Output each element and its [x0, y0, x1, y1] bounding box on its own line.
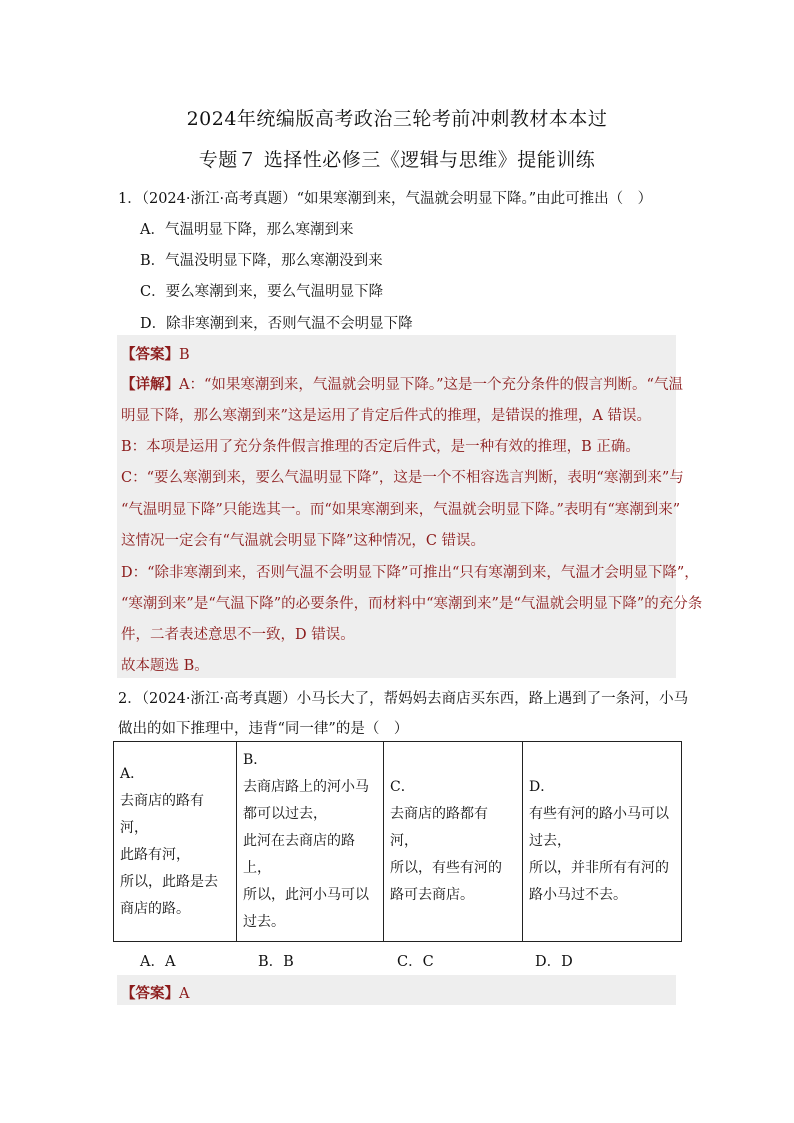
- q1-stem: 1．（2024·浙江·高考真题）“如果寒潮到来，气温就会明显下降。”由此可推出（ ）: [118, 191, 653, 207]
- q2-cell-b: [237, 742, 384, 942]
- q1-detail-line-5: “气温明显下降”只能选其一。而“如果寒潮到来，气温就会明显下降。”表明有“寒潮到来”: [121, 502, 681, 518]
- q2-stem-line-2: 做出的如下推理中，违背“同一律”的是（ ）: [118, 721, 409, 737]
- q1-option-b: B．气温没明显下降，那么寒潮没到来: [140, 253, 383, 269]
- q2-cell-a-line: 此路有河，: [120, 846, 190, 863]
- q1-conclusion: 故本题选 B。: [121, 658, 209, 674]
- q2-cell-a-line: A．: [120, 765, 145, 782]
- q1-detail-line-9: 件，二者表述意思不一致，D 错误。: [121, 627, 355, 643]
- q2-cell-a: [114, 742, 237, 942]
- q2-cell-d-line: 有些有河的路小马可以: [529, 806, 669, 822]
- q2-cell-a-line: 所以，此路是去: [120, 873, 218, 890]
- q2-cell-c-line: C．: [390, 779, 415, 795]
- q1-answer-value: B: [179, 347, 190, 363]
- q2-cell-b-line: B．: [243, 752, 268, 768]
- q2-cell-b-line: 所以，此河小马可以: [243, 887, 369, 903]
- q1-detail-line-7: D：“除非寒潮到来，否则气温不会明显下降”可推出“只有寒潮到来，气温才会明显下降”，: [121, 565, 699, 581]
- q2-choice-c: C．C: [397, 954, 434, 970]
- q1-answer-block: [117, 335, 703, 678]
- q2-cell-d-line: D．: [529, 779, 555, 795]
- q2-cell-c-line: 所以，有些有河的: [390, 860, 502, 876]
- doc-subtitle: 专题７ 选择性必修三《逻辑与思维》提能训练: [198, 149, 596, 171]
- q2-cell-c-line: 路可去商店。: [390, 887, 474, 903]
- q2-cell-b-line: 上，: [243, 860, 271, 876]
- q1-detail-line-6: 这情况一定会有“气温就会明显下降”这种情况，C 错误。: [121, 533, 486, 549]
- q1-detail-line-2: 明显下降，那么寒潮到来”这是运用了肯定后件式的推理，是错误的推理，A 错误。: [121, 408, 651, 424]
- q2-choice-b: B．B: [258, 954, 294, 970]
- q2-cell-d-line: 所以，并非所有有河的: [529, 860, 669, 876]
- q2-cell-c-line: 去商店的路都有: [390, 806, 488, 822]
- q1-detail-text-1: A：“如果寒潮到来，气温就会明显下降。”这是一个充分条件的假言判断。“气温: [179, 377, 683, 393]
- q2-answer-line: [121, 982, 189, 1003]
- q2-cell-b-line: 过去。: [243, 914, 285, 930]
- q1-detail-line-4: C：“要么寒潮到来，要么气温明显下降”，这是一个不相容选言判断，表明“寒潮到来”与: [121, 470, 684, 486]
- q1-answer-line: [121, 343, 190, 364]
- q2-cell-d: [523, 742, 682, 942]
- q2-cell-a-line: 去商店的路有: [120, 792, 204, 809]
- q1-option-d: D．除非寒潮到来，否则气温不会明显下降: [140, 316, 413, 332]
- q1-detail-line-8: “寒潮到来”是“气温下降”的必要条件，而材料中“寒潮到来”是“气温就会明显下降”的充分条: [121, 596, 703, 612]
- q1-detail-line-1: [121, 373, 683, 394]
- q2-answer-block: [117, 975, 676, 1005]
- q1-option-a: A．气温明显下降，那么寒潮到来: [140, 222, 354, 238]
- q1-detail-line-3: B：本项是运用了充分条件假言推理的否定后件式，是一种有效的推理，B 正确。: [121, 439, 640, 455]
- table-row: [114, 742, 682, 942]
- q2-options-table: [113, 741, 682, 942]
- q2-cell-b-line: 此河在去商店的路: [243, 833, 355, 849]
- q2-cell-b-line: 都可以过去，: [243, 806, 327, 822]
- q2-cell-d-line: 过去，: [529, 833, 571, 849]
- q1-answer-tag: 【答案】: [121, 346, 179, 363]
- q2-cell-b-line: 去商店路上的河小马: [243, 779, 369, 795]
- q2-stem-line-1: 2．（2024·浙江·高考真题）小马长大了，帮妈妈去商店买东西，路上遇到了一条河，小马: [118, 691, 689, 707]
- q2-choice-d: D．D: [535, 954, 573, 970]
- q1-detail-tag: 【详解】: [121, 376, 179, 393]
- q1-option-c: C．要么寒潮到来，要么气温明显下降: [140, 284, 384, 300]
- q2-cell-c: [384, 742, 523, 942]
- q2-cell-a-line: 河，: [120, 819, 148, 836]
- q2-cell-d-line: 路小马过不去。: [529, 887, 627, 903]
- q2-cell-a-line: 商店的路。: [120, 900, 190, 917]
- q2-cell-c-line: 河，: [390, 833, 418, 849]
- doc-title: 2024年统编版高考政治三轮考前冲刺教材本本过: [186, 108, 608, 130]
- q2-answer-value: A: [179, 986, 190, 1002]
- q2-choice-a: A．A: [140, 954, 176, 970]
- q2-answer-tag: 【答案】: [121, 985, 179, 1002]
